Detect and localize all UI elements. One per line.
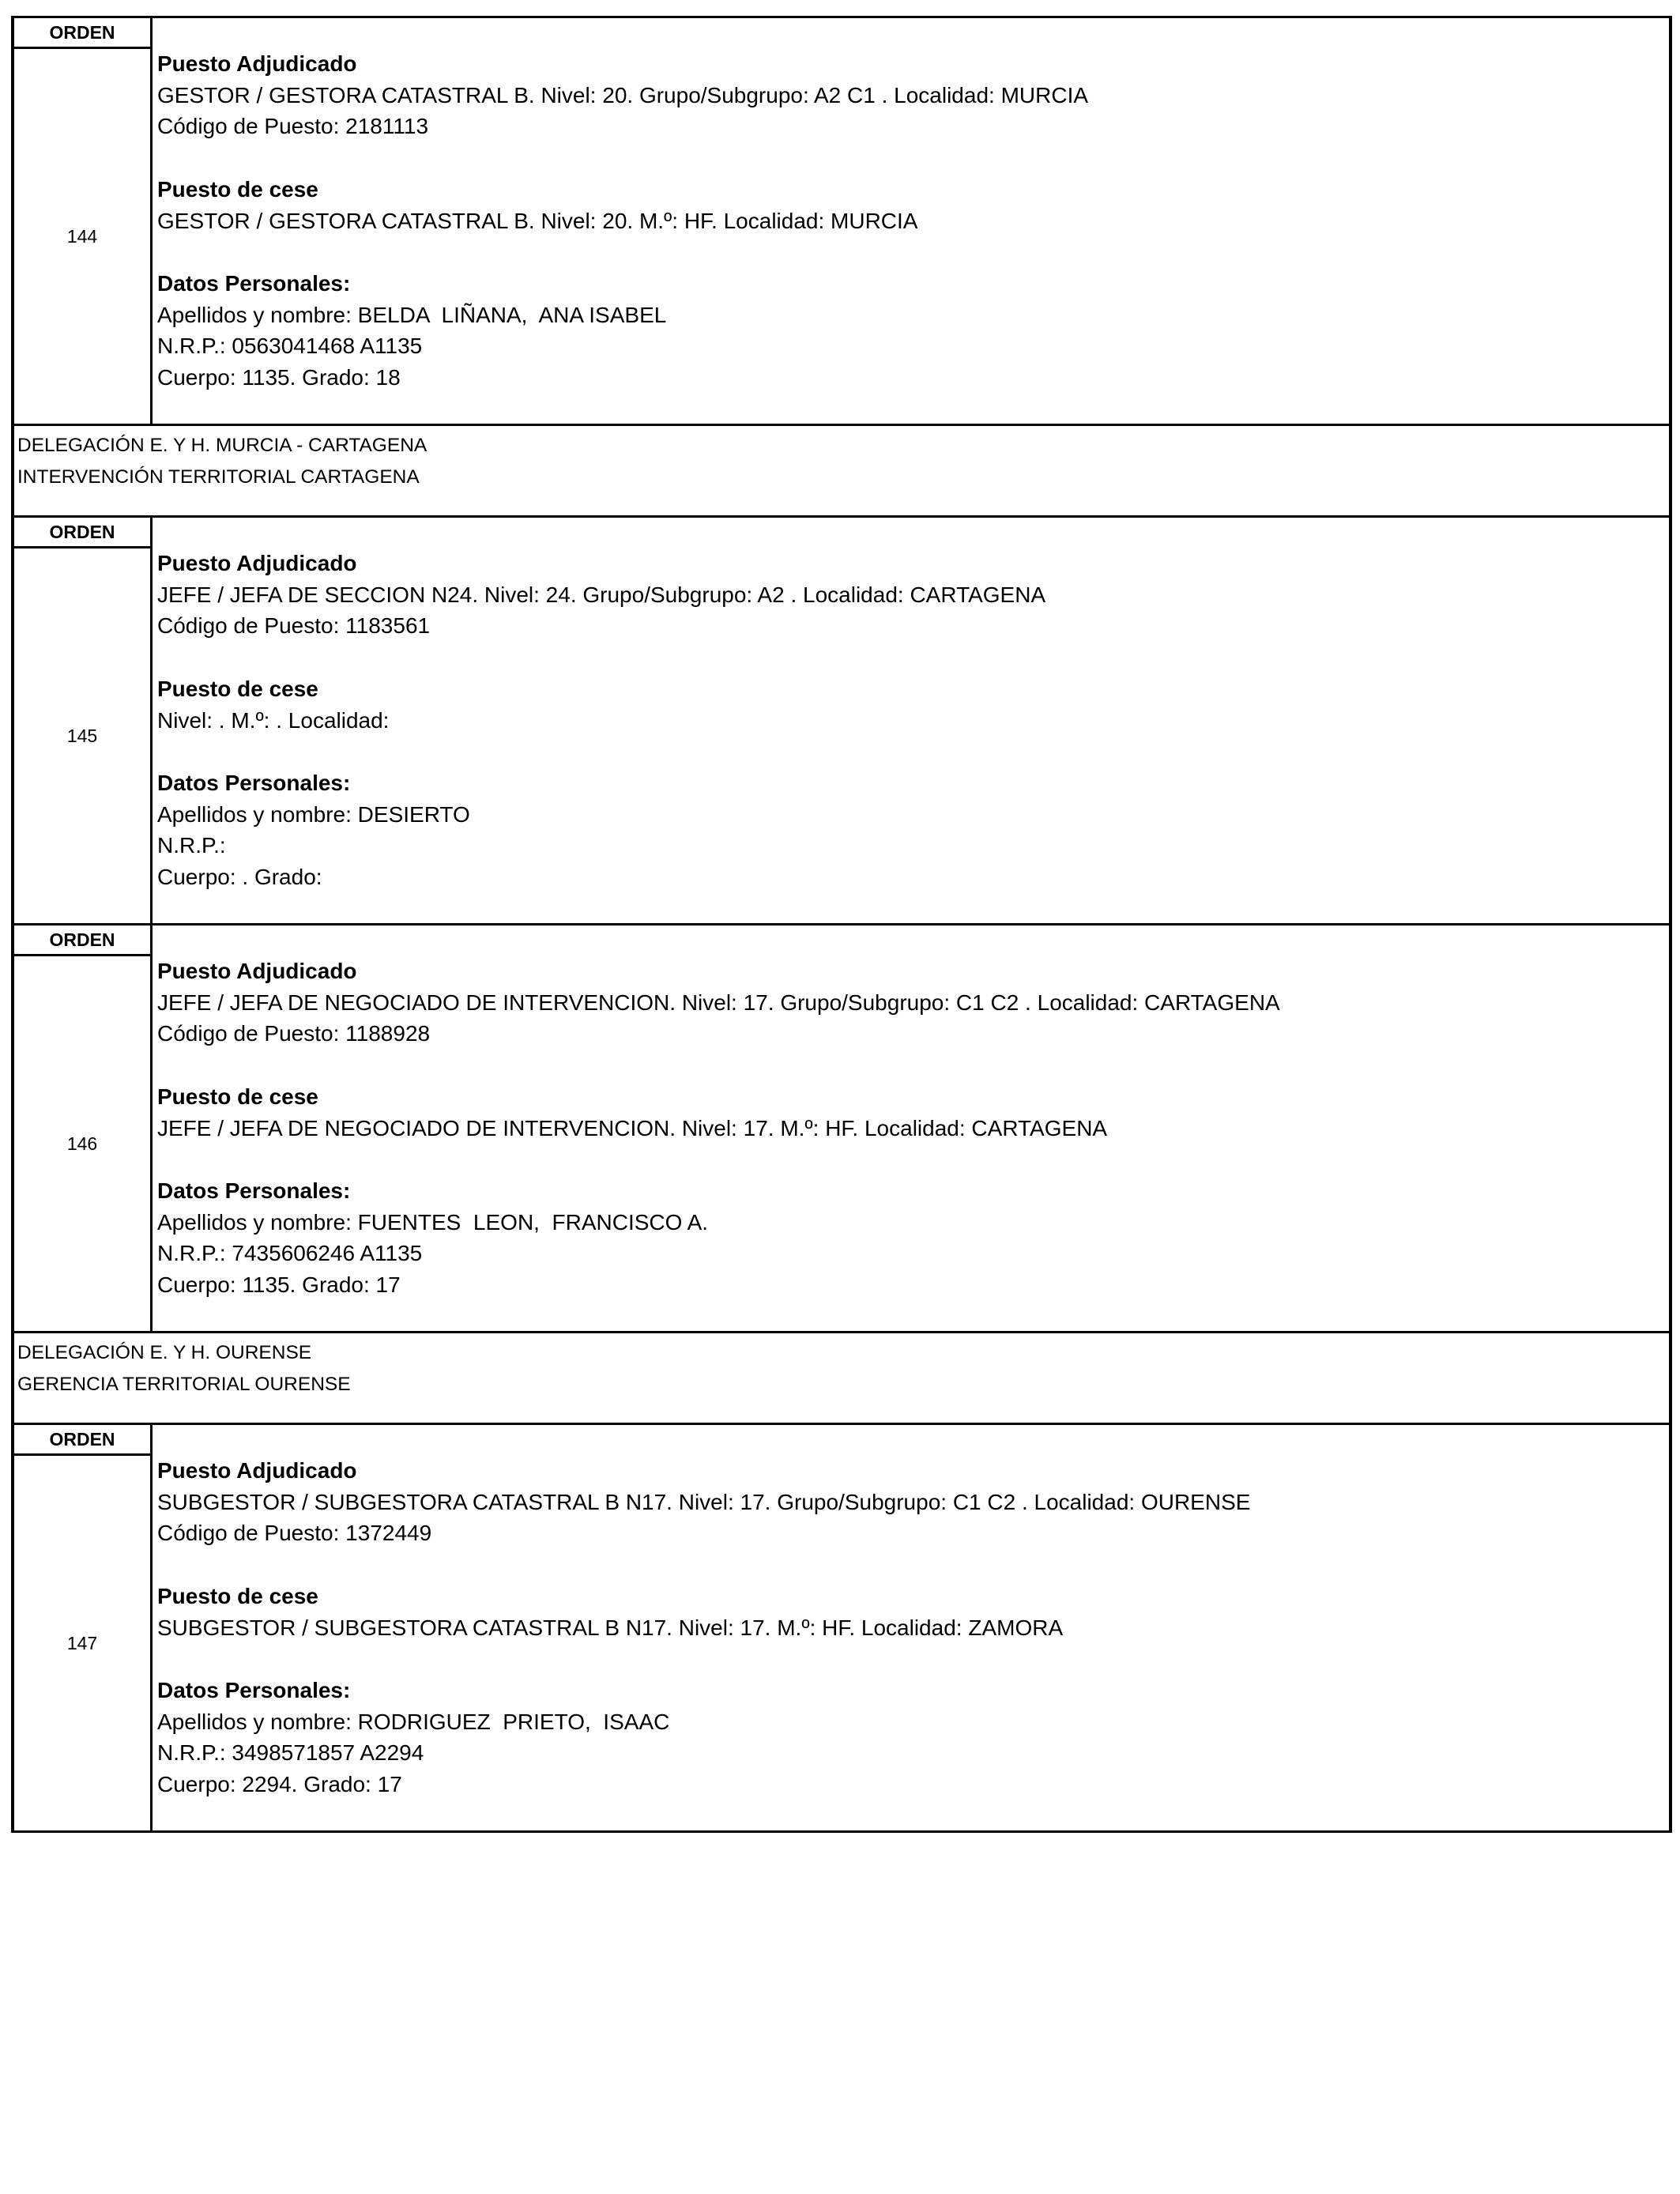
entry-content: [153, 1425, 1669, 1830]
entry-content: [153, 925, 1669, 1331]
orden-number: 147: [66, 1632, 98, 1653]
section-header: [14, 1333, 1669, 1425]
puesto-adjudicado-desc: SUBGESTOR / SUBGESTORA CATASTRAL B N17. Nivel: 17. Grupo/Subgrupo: C1 C2 . Localidad: OURENSE: [157, 1489, 1251, 1514]
nrp: N.R.P.: 0563041468 A1135: [157, 334, 423, 359]
codigo-puesto: Código de Puesto: 1372449: [157, 1521, 432, 1546]
puesto-adjudicado-desc: JEFE / JEFA DE NEGOCIADO DE INTERVENCION. Nivel: 17. Grupo/Subgrupo: C1 C2 . Localidad: CARTAGENA: [157, 990, 1280, 1015]
cuerpo-grado: Cuerpo: 1135. Grado: 18: [157, 365, 401, 390]
orden-column: [14, 925, 153, 1331]
puesto-adjudicado-desc: JEFE / JEFA DE SECCION N24. Nivel: 24. Grupo/Subgrupo: A2 . Localidad: CARTAGENA: [157, 582, 1046, 607]
nrp: N.R.P.: 3498571857 A2294: [157, 1740, 424, 1766]
orden-header: ORDEN: [14, 1425, 150, 1456]
apellidos-nombre: Apellidos y nombre: RODRIGUEZ PRIETO, ISAAC: [157, 1709, 670, 1734]
delegacion-label: DELEGACIÓN E. Y H. MURCIA - CARTAGENA: [17, 435, 428, 456]
puesto-cese-heading: Puesto de cese: [157, 1583, 318, 1608]
orden-column: [14, 1425, 153, 1830]
cuerpo-grado: Cuerpo: . Grado:: [157, 865, 322, 889]
cuerpo-grado: Cuerpo: 2294. Grado: 17: [157, 1772, 402, 1796]
unidad-label: INTERVENCIÓN TERRITORIAL CARTAGENA: [17, 466, 420, 488]
datos-personales-heading: Datos Personales:: [157, 1677, 351, 1702]
entry-content: [153, 518, 1669, 923]
orden-header: ORDEN: [14, 518, 150, 548]
datos-personales-heading: Datos Personales:: [157, 770, 351, 795]
datos-personales-heading: Datos Personales:: [157, 270, 351, 296]
puesto-adjudicado-heading: Puesto Adjudicado: [157, 1458, 357, 1483]
orden-number: 146: [66, 1133, 98, 1154]
puesto-cese-desc: SUBGESTOR / SUBGESTORA CATASTRAL B N17. Nivel: 17. M.º: HF. Localidad: ZAMORA: [157, 1615, 1064, 1640]
orden-header: ORDEN: [14, 925, 150, 956]
puesto-cese-desc: Nivel: . M.º: . Localidad:: [157, 707, 390, 733]
puesto-adjudicado-desc: GESTOR / GESTORA CATASTRAL B. Nivel: 20. Grupo/Subgrupo: A2 C1 . Localidad: MURCIA: [157, 82, 1089, 107]
orden-header: ORDEN: [14, 18, 150, 49]
apellidos-nombre: Apellidos y nombre: BELDA LIÑANA, ANA ISABEL: [157, 302, 667, 327]
puesto-cese-heading: Puesto de cese: [157, 176, 318, 202]
nrp: N.R.P.: 7435606246 A1135: [157, 1241, 423, 1266]
orden-column: [14, 18, 153, 424]
entry-147: [14, 1425, 1669, 1830]
entry-145: [14, 518, 1669, 925]
codigo-puesto: Código de Puesto: 2181113: [157, 114, 429, 139]
puesto-adjudicado-heading: Puesto Adjudicado: [157, 959, 357, 983]
nrp: N.R.P.:: [157, 833, 226, 858]
puesto-cese-heading: Puesto de cese: [157, 1084, 318, 1109]
datos-personales-heading: Datos Personales:: [157, 1178, 351, 1203]
orden-column: [14, 518, 153, 923]
delegacion-label: DELEGACIÓN E. Y H. OURENSE: [17, 1342, 312, 1363]
entry-146: [14, 925, 1669, 1333]
entry-content: [153, 18, 1669, 424]
puesto-adjudicado-heading: Puesto Adjudicado: [157, 551, 357, 575]
section-header: [14, 426, 1669, 518]
unidad-label: GERENCIA TERRITORIAL OURENSE: [17, 1374, 351, 1395]
apellidos-nombre: Apellidos y nombre: FUENTES LEON, FRANCISCO A.: [157, 1209, 709, 1235]
orden-number: 144: [66, 225, 98, 247]
entry-144: [14, 18, 1669, 426]
cuerpo-grado: Cuerpo: 1135. Grado: 17: [157, 1272, 401, 1297]
puesto-cese-desc: GESTOR / GESTORA CATASTRAL B. Nivel: 20. M.º: HF. Localidad: MURCIA: [157, 208, 918, 233]
codigo-puesto: Código de Puesto: 1183561: [157, 613, 431, 639]
apellidos-nombre: Apellidos y nombre: DESIERTO: [157, 801, 470, 827]
orden-number: 145: [66, 725, 98, 746]
puesto-adjudicado-heading: Puesto Adjudicado: [157, 51, 357, 76]
codigo-puesto: Código de Puesto: 1188928: [157, 1021, 431, 1046]
puesto-cese-desc: JEFE / JEFA DE NEGOCIADO DE INTERVENCION. Nivel: 17. M.º: HF. Localidad: CARTAGENA: [157, 1115, 1108, 1140]
document-table: [11, 16, 1672, 1833]
puesto-cese-heading: Puesto de cese: [157, 676, 318, 701]
